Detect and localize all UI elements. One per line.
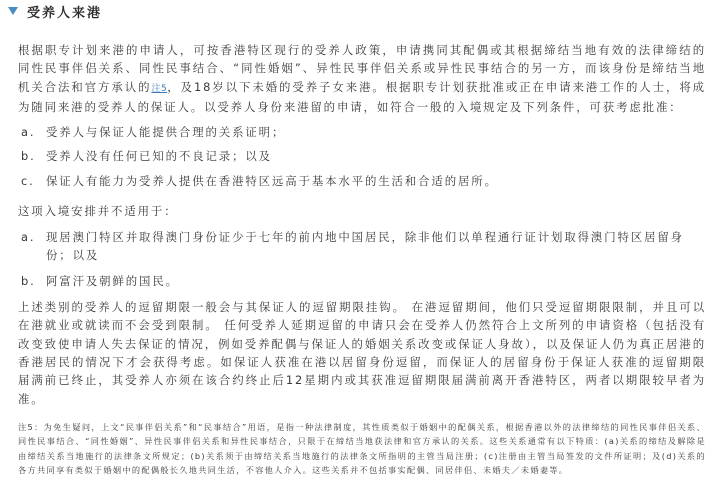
list-marker: a. <box>21 125 36 140</box>
list-marker: b. <box>21 274 36 289</box>
eligibility-text-before: 根据职专计划来港的申请人，可按香港特区现行的受养人政策，申请携同其配偶或其根据缔结当地有效的法律缔结的同性民事伴侣关系、同性民事结合、“同性婚姻”、异性民事伴侣关系或异性民事结合的另一方，而该身份是缔结当地机关合法和官方承认的 <box>18 43 706 94</box>
list-item-text: 受养人没有任何已知的不良记录；以及 <box>46 149 272 164</box>
list-item-text: 保证人有能力为受养人提供在香港特区远高于基本水平的生活和合适的居所。 <box>46 174 498 189</box>
conditions-list <box>18 123 706 196</box>
dependant-stay-paragraph: 上述类别的受养人的逗留期限一般会与其保证人的逗留期限挂钩。 在港逗留期间，他们只受逗留期限限制，并且可以在港就业或就读而不会受到限制。 任何受养人延期逗留的申请只会在受养人仍然符合上文所列的申请资格（包括没有改变致使申请人失去保证的情况，例如受养配偶与保证人的婚姻关系改变或保证人身故），以及保证人仍为真正居港的香港居民的情况下才会获得考虑。如保证人获准在港以居留身份逗留，而保证人的居留身份于保证人获准的逗留期限届满前已终止，其受养人亦须在该合约终止后12星期内或其获准逗留期限届满前离开香港特区，两者以期限较早者为准。 <box>18 300 706 406</box>
footnote-5: 注5：为免生疑问，上文“民事伴侣关系”和“民事结合”用语，是指一种法律制度，其性质类似于婚姻中的配偶关系，根据香港以外的法律缔结的同性民事伴侣关系、同性民事结合、“同性婚姻”、异性民事伴侣关系和异性民事结合，只限于在缔结当地获法律和官方承认的关系。这些关系通常有以下特质：(a)关系的缔结及解除是由缔结关系当地施行的法律条文所规定；(b)关系须于由缔结关系当地施行的法律条文所指明的主管当局注册；(c)注册由主管当局签发的文件所证明；及(d)关系的各方共同享有类似于婚姻中的配偶般长久地共同生活，不容他人介入。这些关系并不包括事实配偶、同居伴侣、未婚夫／未婚妻等。 <box>18 421 706 475</box>
list-item-text: 现居澳门特区并取得澳门身份证少于七年的前内地中国居民，除非他们以单程通行证计划取得澳门特区居留身份；以及 <box>46 230 684 263</box>
list-item <box>18 272 706 296</box>
exclusions-list <box>18 228 706 296</box>
collapse-triangle-icon[interactable] <box>8 7 18 15</box>
list-item <box>18 147 706 172</box>
eligibility-paragraph <box>18 41 706 116</box>
list-marker: b. <box>21 149 36 164</box>
footnote-reference-link[interactable]: 注5 <box>151 83 168 94</box>
list-item <box>18 172 706 196</box>
section-header[interactable] <box>8 3 102 19</box>
exclusion-intro: 这项入境安排并不适用于： <box>18 204 178 219</box>
list-item-text: 阿富汗及朝鲜的国民。 <box>46 274 179 289</box>
list-item <box>18 123 706 147</box>
eligibility-text-after: ，及18岁以下未婚的受养子女来港。根据职专计划获批准或正在申请来港工作的人士，将成为随同来港的受养人的保证人。以受养人身份来港留的申请，如符合一般的入境规定及下列条件，可获考虑批准： <box>18 79 706 114</box>
section-title: 受养人来港 <box>27 5 103 21</box>
list-item <box>18 228 706 272</box>
list-marker: c. <box>21 174 35 189</box>
section-content <box>18 27 706 477</box>
list-item-text: 受养人与保证人能提供合理的关系证明； <box>46 125 286 140</box>
list-marker: a. <box>21 230 36 245</box>
